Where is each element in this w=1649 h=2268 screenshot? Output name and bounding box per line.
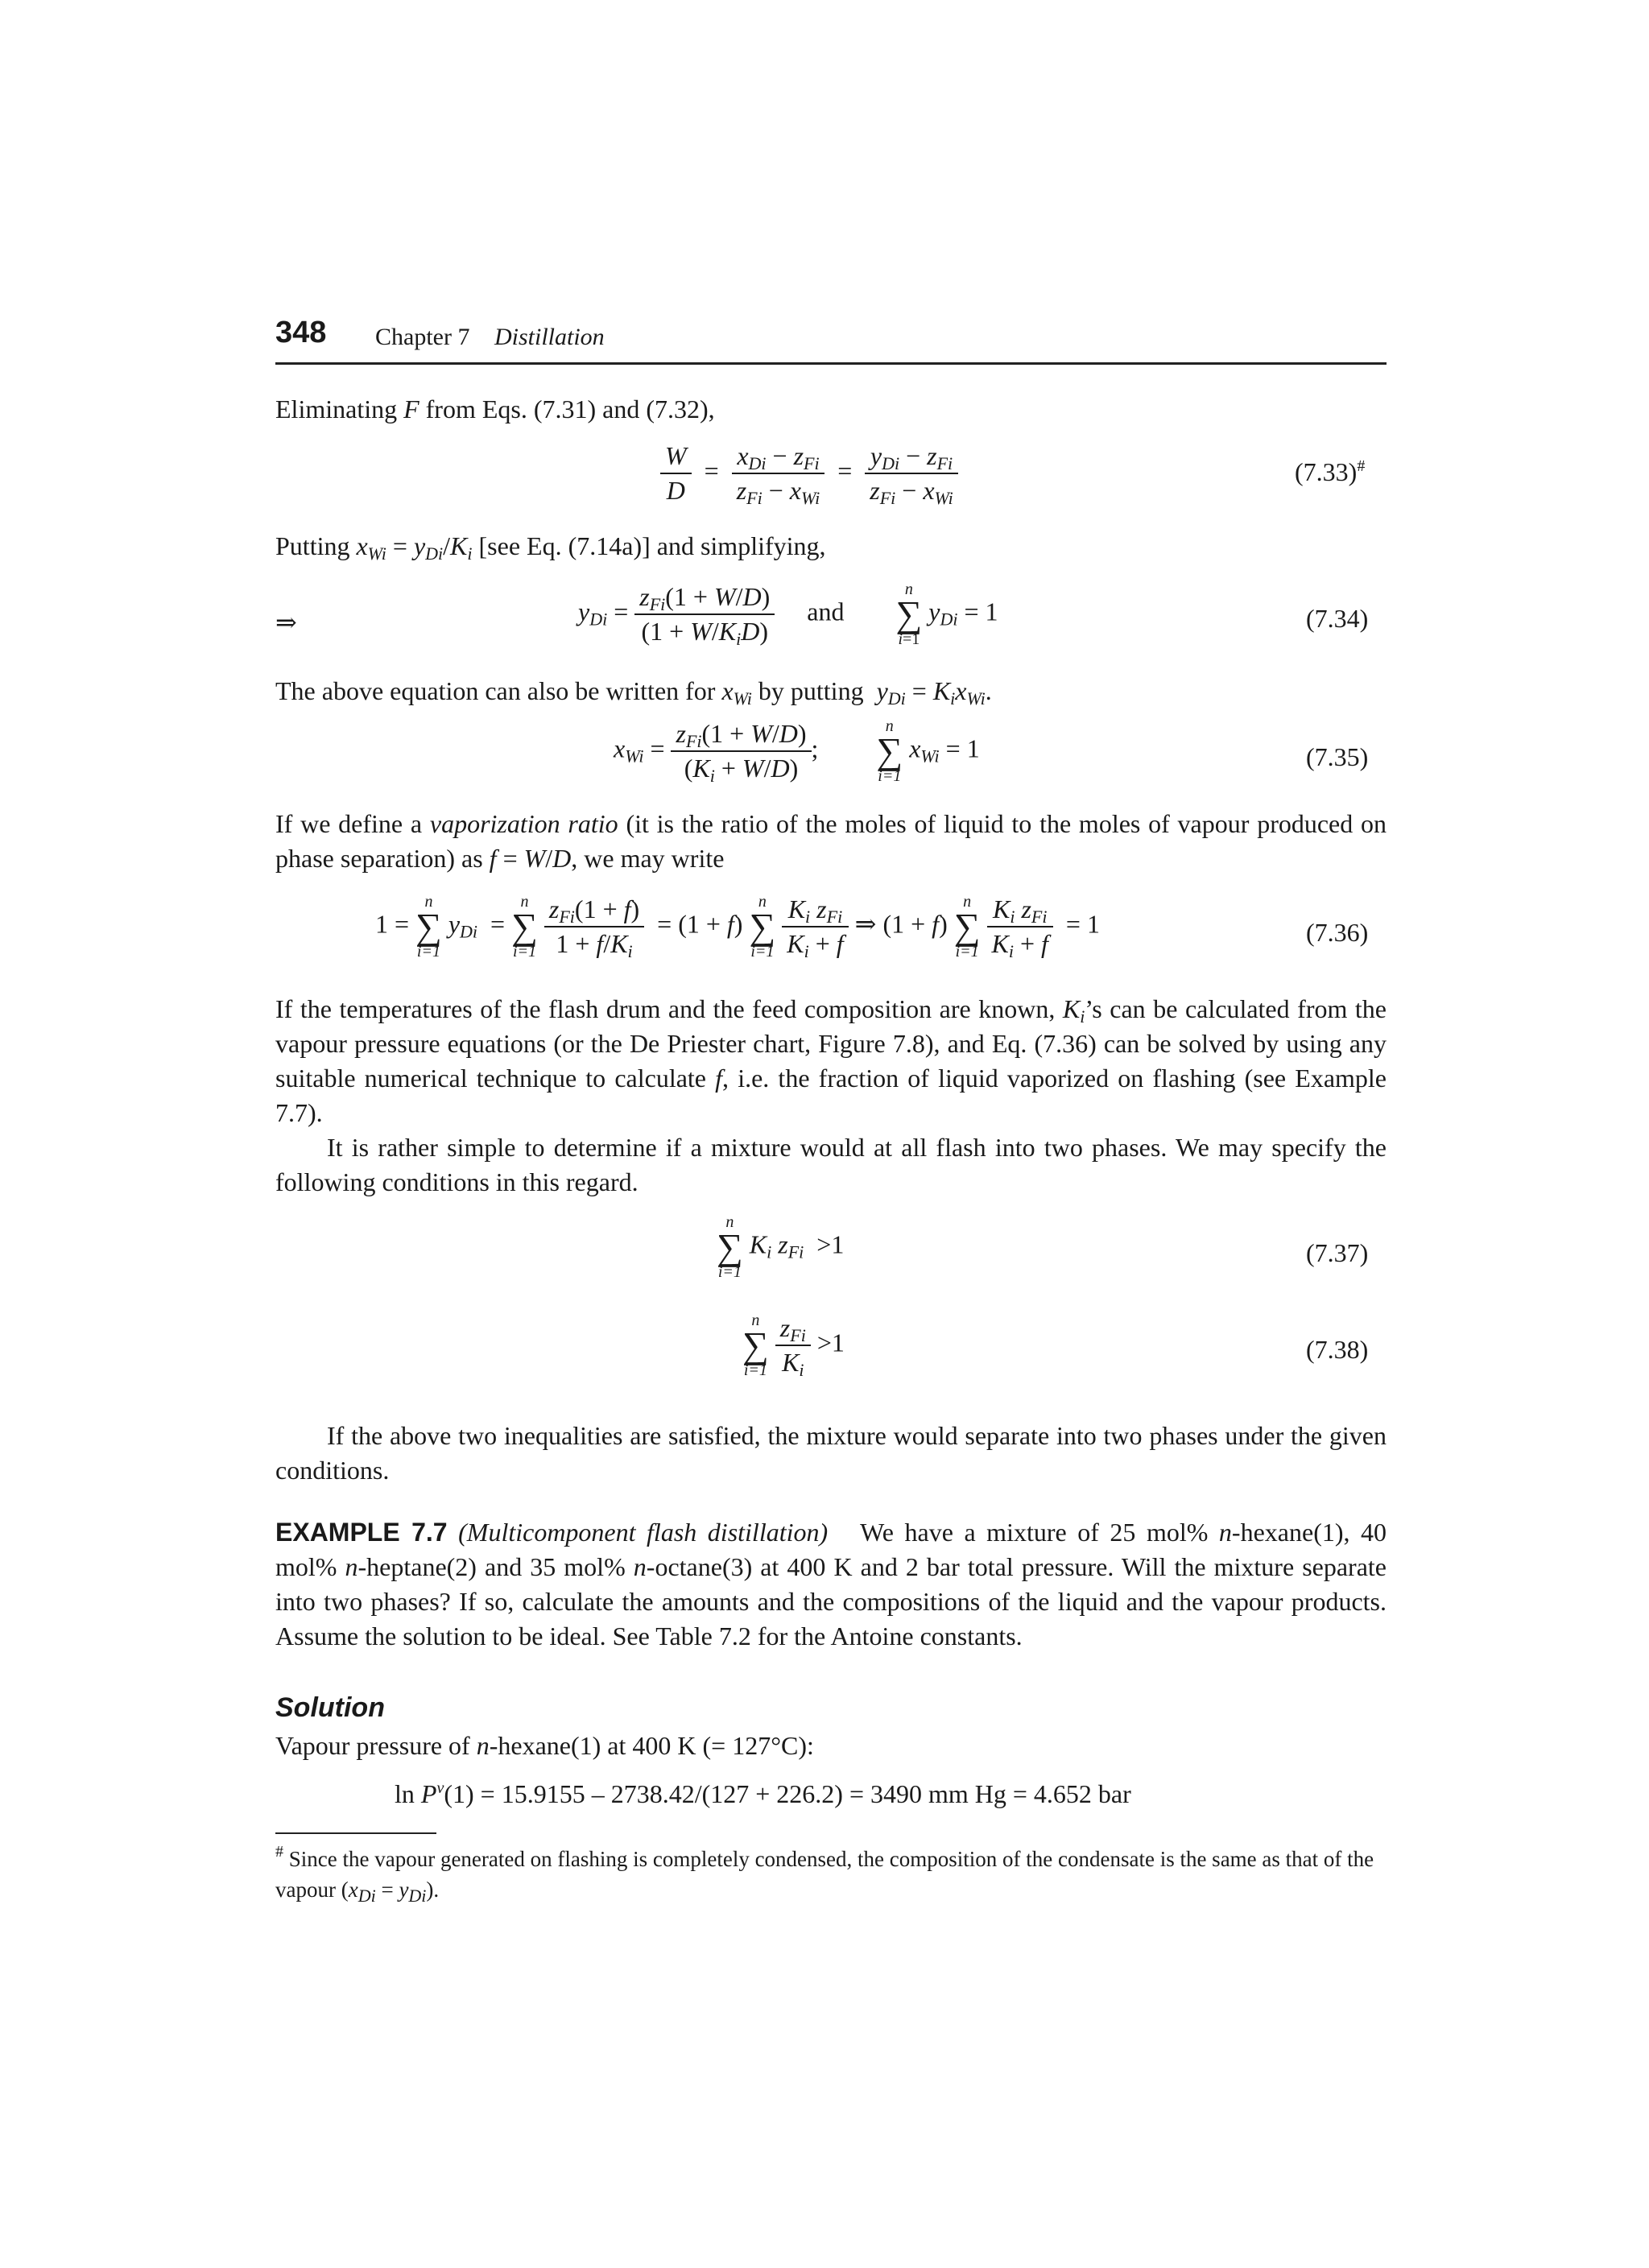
and-word: and: [807, 597, 845, 626]
equation-number-7-34: (7.34): [1306, 604, 1369, 633]
paragraph-inequalities: If the above two inequalities are satisfied, the mixture would separate into two phases under the given conditions.: [275, 1421, 1387, 1485]
equation-number-7-38: (7.38): [1306, 1335, 1369, 1364]
paragraph-vaporization-ratio: If we define a vaporization ratio (it is the ratio of the moles of liquid to the moles of vapour produced on phase separation) as f = W/D, we may write: [275, 809, 1387, 873]
solution-line-1: Vapour pressure of n-hexane(1) at 400 K (= 127°C):: [275, 1731, 814, 1760]
equation-number-7-36: (7.36): [1306, 918, 1369, 947]
equation-7-38: n ∑ i=1 $\frac{z_{Fi}}{K_i}$ >1: [742, 1312, 845, 1380]
equation-7-36: 1 = n ∑ i=1 $y_{Di}$ = n ∑ i=1 $\frac{z_{Fi}(1 + f)}{1 + f/K_i}$ = (1 + f) n ∑ i=1 $\frac{K_i z_{Fi}}{K_i + f}$ ⇒ (1 + f) n ∑ i=1 $\frac{K_i z_{Fi}}{K_i + f}$ = 1: [375, 893, 1100, 961]
example-label: EXAMPLE 7.7: [275, 1518, 448, 1547]
equation-number-7-33: (7.33)#: [1295, 457, 1366, 486]
footnote-rule: [275, 1832, 436, 1834]
example-title: (Multicomponent flash distillation): [458, 1518, 829, 1547]
equation-7-37: n ∑ i=1 $K_i$ $z_{Fi} >1$: [717, 1213, 845, 1281]
paragraph-eliminating: Eliminating F from Eqs. (7.31) and (7.32),: [275, 395, 715, 423]
equation-number-7-37: (7.37): [1306, 1238, 1369, 1267]
equation-7-33: $\frac{W}{D}$ = $\frac{x_{Di} - z_{Fi}}{z_{Fi} - x_{Wi}}$ = $\frac{y_{Di} - z_{Fi}}{z_{Fi} - x_{Wi}}$: [660, 441, 958, 506]
running-header: [275, 316, 1387, 365]
solution-line-2: $\ln P^v(1) = 15.9155 - 2738.42/(127 + 226.2) = 3490$ mm Hg = 4.652 bar: [395, 1779, 1131, 1808]
chapter-title: Distillation: [494, 324, 605, 350]
equation-number-7-35: (7.35): [1306, 742, 1369, 771]
implies-arrow: ⇒: [275, 608, 297, 637]
footnote: # Since the vapour generated on flashing is completely condensed, the composition of the condensate is the same as that of the vapour $(x_{Di} = y_{Di})$.: [275, 1843, 1374, 1906]
example-7-7: EXAMPLE 7.7 (Multicomponent flash distillation) We have a mixture of 25 mol% n-hexane(1), 40 mol% n-heptane(2) and 35 mol% n-octane(3) at 400 K and 2 bar total pressure. Will the mixture separate into two phases? If so, calculate the amounts and the compositions of the liquid and the vapour products. Assume the solution to be ideal. See Table 7.2 for the Antoine constants.: [275, 1518, 1387, 1650]
paragraph-above-equation: The above equation can also be written for $x_{Wi}$ by putting $y_{Di} = K_ix_{Wi}$.: [275, 676, 992, 708]
paragraph-temperatures: If the temperatures of the flash drum and the feed composition are known, $K_i’s$ can be calculated from the vapour pressure equations (or the De Priester chart, Figure 7.8), and Eq. (7.36) can be solved by using any suitable numerical technique to calculate f, i.e. the fraction of liquid vaporized on flashing (see Example 7.7).: [275, 994, 1387, 1127]
equation-7-34: $y_{Di}$ = $\frac{z_{Fi}(1 + W/D)}{(1 + W/K_iD)}$ and n ∑ i=1 $y_{Di} = 1$: [578, 580, 998, 649]
page-number: 348: [275, 316, 327, 349]
chapter-label: Chapter 7: [375, 324, 470, 350]
equation-7-35: $x_{Wi}$ = $\frac{z_{Fi}(1 + W/D)}{(K_i + W/D)}$ ; n ∑ i=1 $x_{Wi} = 1$: [614, 717, 980, 786]
paragraph-rather-simple: It is rather simple to determine if a mixture would at all flash into two phases. We may specify the following conditions in this regard.: [275, 1133, 1387, 1196]
solution-heading: Solution: [275, 1692, 385, 1723]
paragraph-putting: Putting $x_{Wi} = y_{Di}/K_i$ [see Eq. (7.14a)] and simplifying,: [275, 531, 826, 564]
